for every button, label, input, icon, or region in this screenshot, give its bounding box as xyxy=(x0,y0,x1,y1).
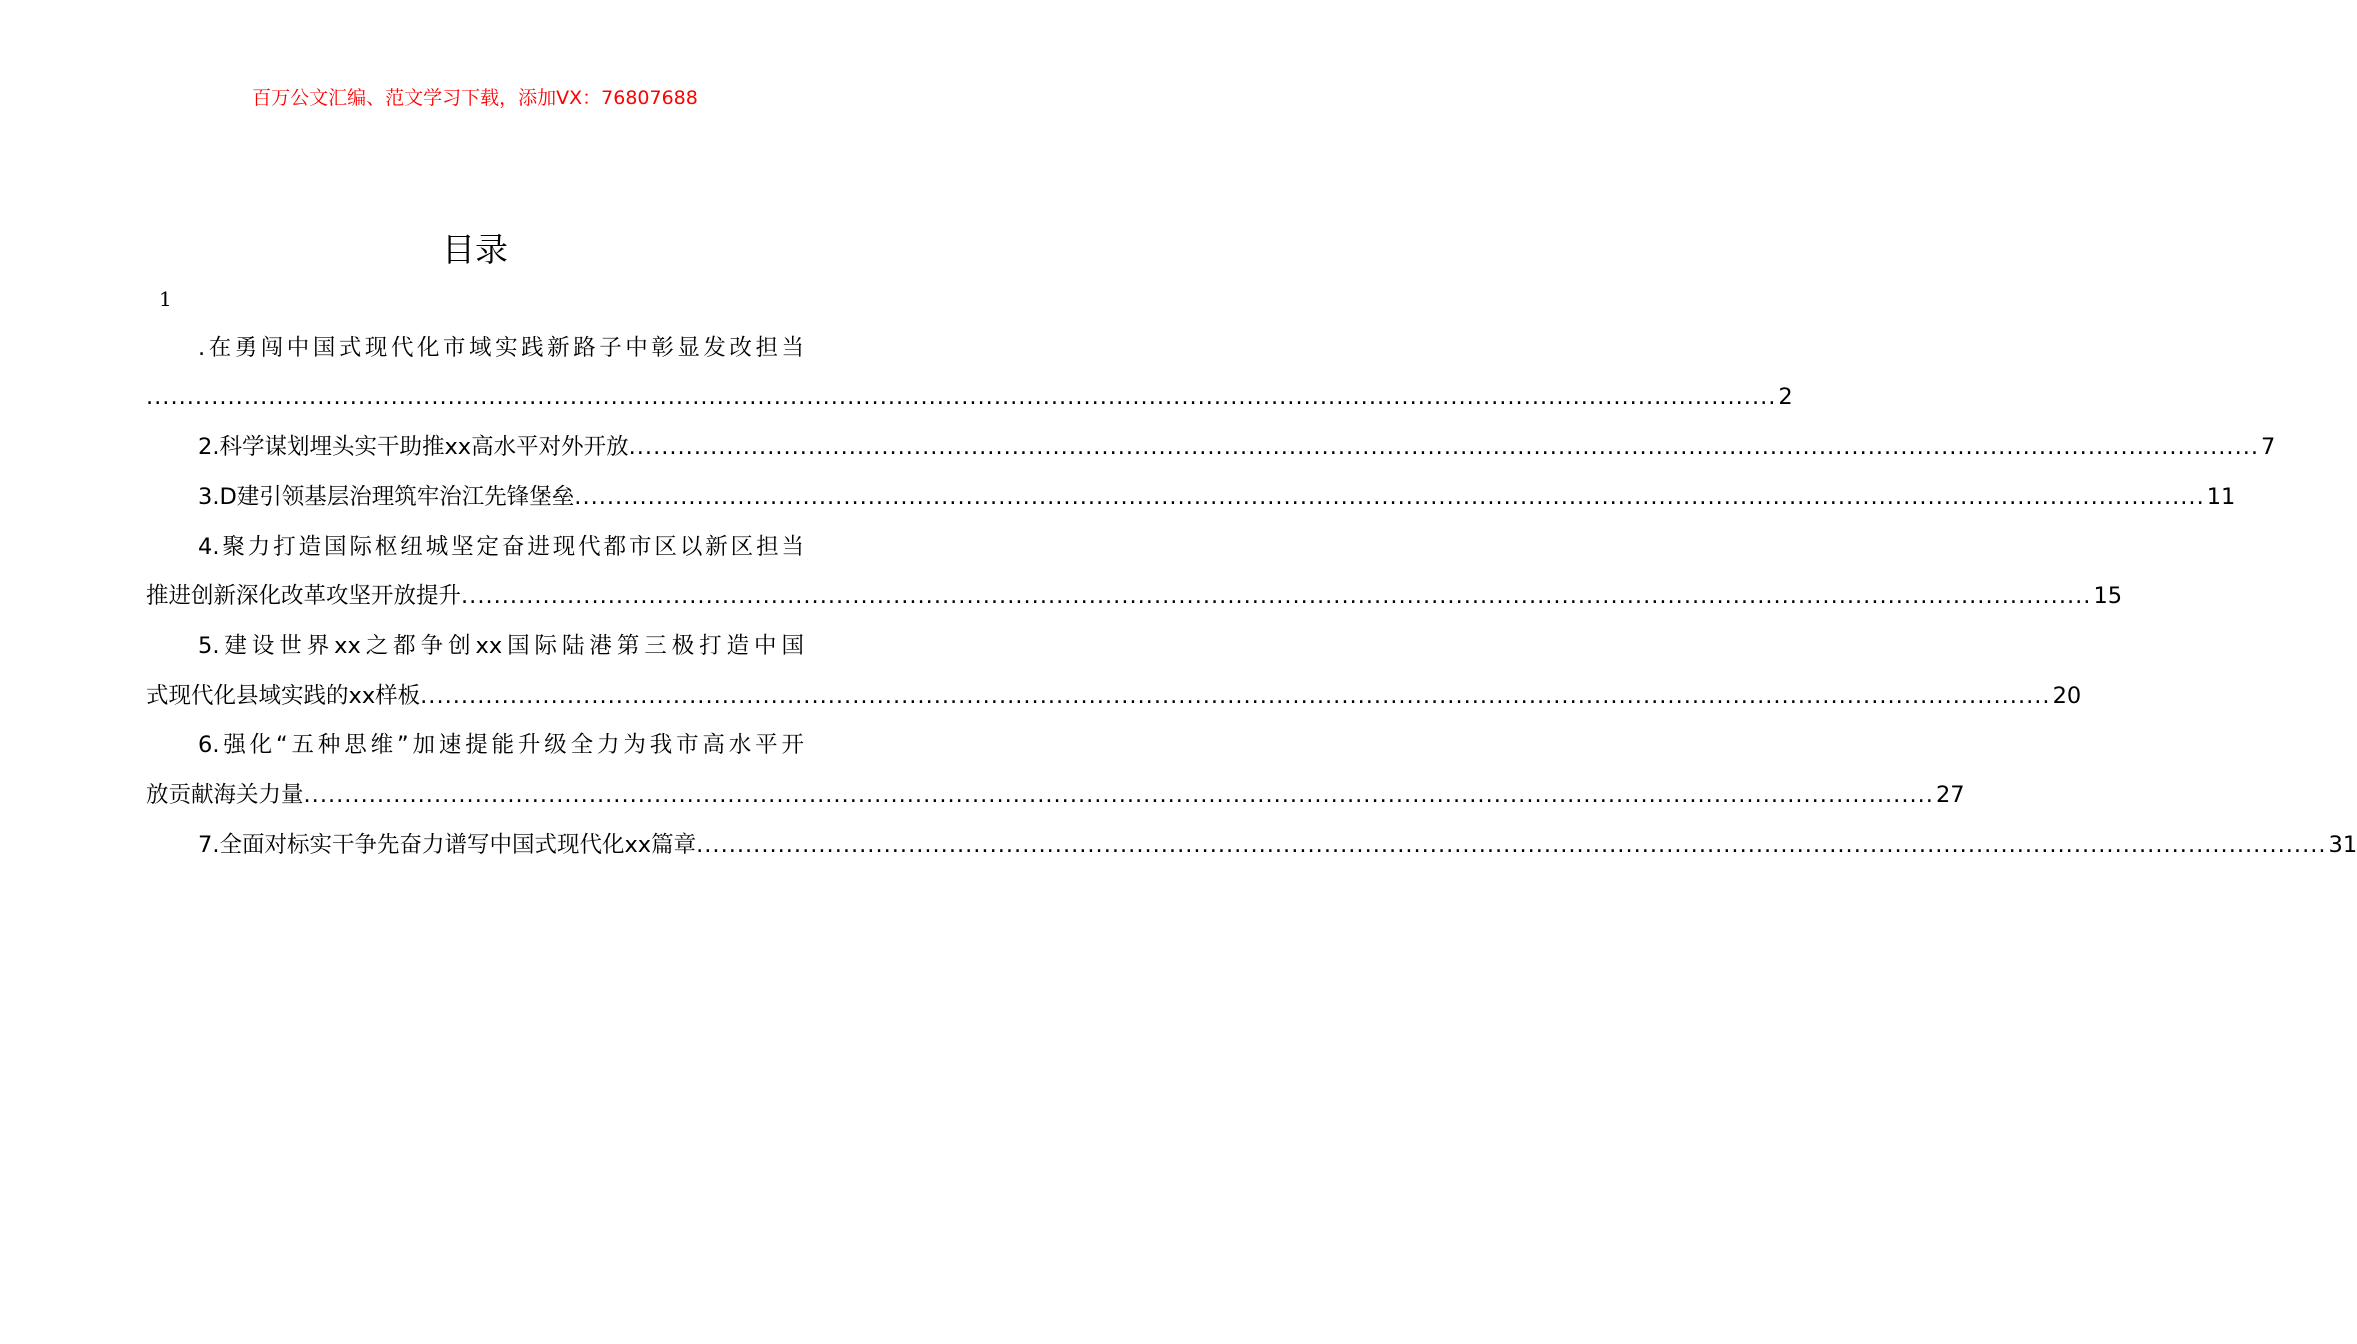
toc-page-number: 31 xyxy=(2328,832,2357,858)
toc-entry-1-line-1[interactable]: .在勇闯中国式现代化市域实践新路子中彰显发改担当 xyxy=(198,335,804,361)
toc-page-number: 11 xyxy=(2206,484,2236,510)
toc-leader: ........................................................................................................................................................................................................ xyxy=(146,384,1777,410)
toc-entry-1-line-2[interactable] xyxy=(146,377,1793,417)
page-title: 目录 xyxy=(442,230,508,269)
watermark-header: 百万公文汇编、范文学习下载，添加VX：76807688 xyxy=(252,87,698,109)
toc-entry-3[interactable] xyxy=(146,477,2236,517)
toc-entry-title: 放贡献海关力量 xyxy=(146,782,304,808)
toc-entry-title: 2.科学谋划埋头实干助推xx高水平对外开放 xyxy=(198,434,629,460)
toc-entry-title: 式现代化县域实践的xx样板 xyxy=(146,683,421,709)
toc-page-number: 2 xyxy=(1778,384,1793,410)
toc-entry-2[interactable] xyxy=(146,427,2276,467)
toc-entry-5-line-2[interactable] xyxy=(146,676,2082,716)
toc-page-number: 7 xyxy=(2261,434,2276,460)
toc-page-number: 20 xyxy=(2052,683,2082,709)
toc-entry-title: 7.全面对标实干争先奋力谱写中国式现代化xx篇章 xyxy=(198,832,697,858)
toc-entry-6-line-2[interactable] xyxy=(146,775,1965,815)
toc-entry-4-line-1[interactable]: 4.聚力打造国际枢纽城坚定奋进现代都市区以新区担当 xyxy=(198,534,804,560)
toc-leader: ........................................................................................................................................................................................................ xyxy=(420,683,2051,709)
toc-leader: ........................................................................................................................................................................................................ xyxy=(696,832,2327,858)
toc-entry-5-line-1[interactable]: 5.建设世界xx之都争创xx国际陆港第三极打造中国 xyxy=(198,633,804,659)
toc-entry-title: 推进创新深化改革攻坚开放提升 xyxy=(146,583,462,609)
toc-entry-title: 3.D建引领基层治理筑牢治江先锋堡垒 xyxy=(198,484,575,510)
toc-leader: ........................................................................................................................................................................................................ xyxy=(628,434,2260,460)
toc-entry-7[interactable] xyxy=(146,825,2357,865)
toc-entry-4-line-2[interactable] xyxy=(146,576,2123,616)
toc-leader: ........................................................................................................................................................................................................ xyxy=(461,583,2092,609)
toc-page-number: 27 xyxy=(1935,782,1965,808)
toc-entry-6-line-1[interactable]: 6.强化“五种思维”加速提能升级全力为我市高水平开 xyxy=(198,732,804,758)
toc-leader: ........................................................................................................................................................................................................ xyxy=(574,484,2205,510)
toc-leader: ........................................................................................................................................................................................................ xyxy=(303,782,1934,808)
toc-page-number: 15 xyxy=(2093,583,2123,609)
stray-number: 1 xyxy=(159,287,172,311)
